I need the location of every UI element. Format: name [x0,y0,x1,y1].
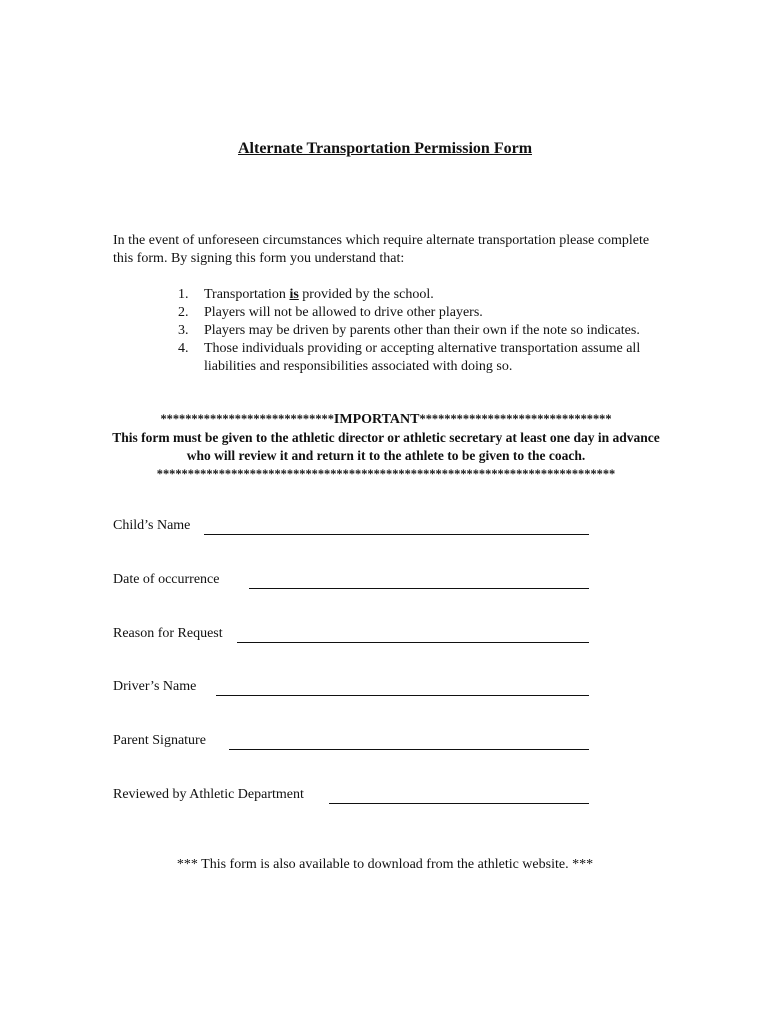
childs-name-input-line[interactable] [204,518,589,535]
childs-name-field [113,518,589,538]
field-label: Parent Signature [113,733,206,748]
parent-signature-field [113,733,589,753]
drivers-name-input-line[interactable] [216,679,589,696]
reason-input-line[interactable] [237,626,589,643]
reason-for-request-field [113,626,589,646]
important-notice [110,410,662,483]
list-emphasis: is [289,287,299,302]
list-text: Those individuals providing or accepting alternative transportation assume all liabilities and responsibilities associated with doing so. [204,341,641,374]
parent-signature-input-line[interactable] [229,733,589,750]
list-item [178,286,658,304]
list-text-after: provided by the school. [298,287,434,302]
date-input-line[interactable] [249,572,589,589]
field-label: Date of occurrence [113,572,220,587]
conditions-list [178,286,658,376]
list-item [178,322,658,340]
list-number: 4. [178,341,189,356]
reviewed-by-field [113,787,589,807]
date-of-occurrence-field [113,572,589,592]
reviewed-by-input-line[interactable] [329,787,589,804]
stars-bottom: ************************************************************************** [156,467,616,481]
form-title: Alternate Transportation Permission Form [237,140,533,157]
drivers-name-field [113,679,589,699]
list-number: 1. [178,287,189,302]
important-text: This form must be given to the athletic director or athletic secretary at least one day in advance who will review it and return it to the athlete to be given to the coach. [112,430,660,463]
important-header [110,410,662,429]
field-label: Reason for Request [113,626,223,641]
list-item [178,304,658,322]
field-label: Driver’s Name [113,679,197,694]
list-number: 3. [178,323,189,338]
list-text-before: Transportation [204,287,290,302]
list-text: Players will not be allowed to drive other players. [204,305,483,320]
intro-paragraph: In the event of unforeseen circumstances which require alternate transportation please complete this form. By signing this form you understand that: [113,233,650,266]
footer-note: *** This form is also available to download from the athletic website. *** [176,857,594,872]
stars-right: ******************************* [419,412,612,426]
field-label: Reviewed by Athletic Department [113,787,304,802]
list-item [178,340,658,376]
list-number: 2. [178,305,189,320]
list-text: Players may be driven by parents other than their own if the note so indicates. [204,323,640,338]
stars-left: **************************** [160,412,334,426]
field-label: Child’s Name [113,518,191,533]
important-label: IMPORTANT [333,412,420,427]
